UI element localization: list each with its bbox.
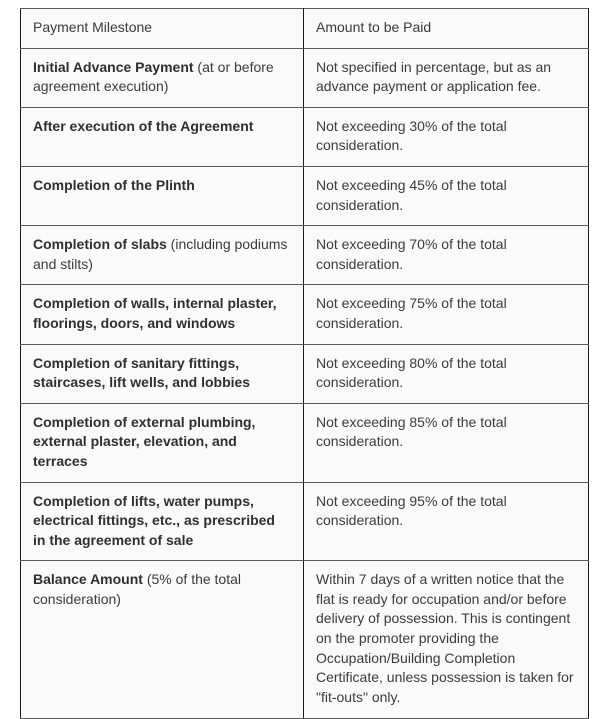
milestone-title: Initial Advance Payment	[33, 58, 194, 75]
milestone-title: Completion of slabs	[33, 236, 167, 253]
amount-cell: Not exceeding 75% of the total consideration.	[304, 285, 589, 344]
amount-cell: Not exceeding 85% of the total consideration.	[304, 403, 589, 482]
column-header-payment-milestone: Payment Milestone	[21, 9, 304, 49]
amount-cell: Not specified in percentage, but as an advance payment or application fee.	[304, 48, 589, 107]
milestone-cell	[21, 482, 304, 561]
milestone-cell	[21, 561, 304, 719]
table-row	[21, 166, 589, 225]
payment-schedule-table	[20, 8, 589, 719]
table-row	[21, 226, 589, 285]
milestone-title: Completion of the Plinth	[33, 176, 195, 193]
table-row	[21, 482, 589, 561]
amount-cell: Not exceeding 45% of the total consideration.	[304, 166, 589, 225]
milestone-title: Completion of external plumbing, external plaster, elevation, and terraces	[33, 413, 256, 469]
amount-cell: Not exceeding 95% of the total consideration.	[304, 482, 589, 561]
amount-cell: Not exceeding 30% of the total consideration.	[304, 107, 589, 166]
milestone-cell	[21, 344, 304, 403]
amount-cell: Within 7 days of a written notice that the flat is ready for occupation and/or before delivery of possession. This is contingent on the promoter providing the Occupation/Building Completion Certificate, unless possession is taken for "fit-outs" only.	[304, 561, 589, 719]
column-header-amount-to-be-paid: Amount to be Paid	[304, 9, 589, 49]
milestone-detail: (at or before agreement execution)	[33, 58, 274, 95]
amount-cell: Not exceeding 70% of the total consideration.	[304, 226, 589, 285]
milestone-cell	[21, 48, 304, 107]
table-row	[21, 403, 589, 482]
milestone-detail: (5% of the total consideration)	[33, 571, 242, 607]
milestone-cell	[21, 226, 304, 285]
milestone-cell	[21, 107, 304, 166]
table-row	[21, 48, 589, 107]
table-header-row	[21, 9, 589, 49]
table-row	[21, 344, 589, 403]
table-row	[21, 285, 589, 344]
milestone-title: Balance Amount	[33, 571, 143, 588]
milestone-cell	[21, 285, 304, 344]
milestone-cell	[21, 166, 304, 225]
amount-cell: Not exceeding 80% of the total consideration.	[304, 344, 589, 403]
table-row	[21, 561, 589, 719]
milestone-detail: (including podiums and stilts)	[33, 236, 288, 272]
milestone-title: Completion of sanitary fittings, staircases, lift wells, and lobbies	[33, 354, 251, 391]
milestone-title: Completion of lifts, water pumps, electrical fittings, etc., as prescribed in the agreement of sale	[33, 492, 275, 548]
milestone-cell	[21, 403, 304, 482]
milestone-title: After execution of the Agreement	[33, 117, 254, 134]
milestone-title: Completion of walls, internal plaster, floorings, doors, and windows	[33, 295, 277, 331]
table-row	[21, 107, 589, 166]
